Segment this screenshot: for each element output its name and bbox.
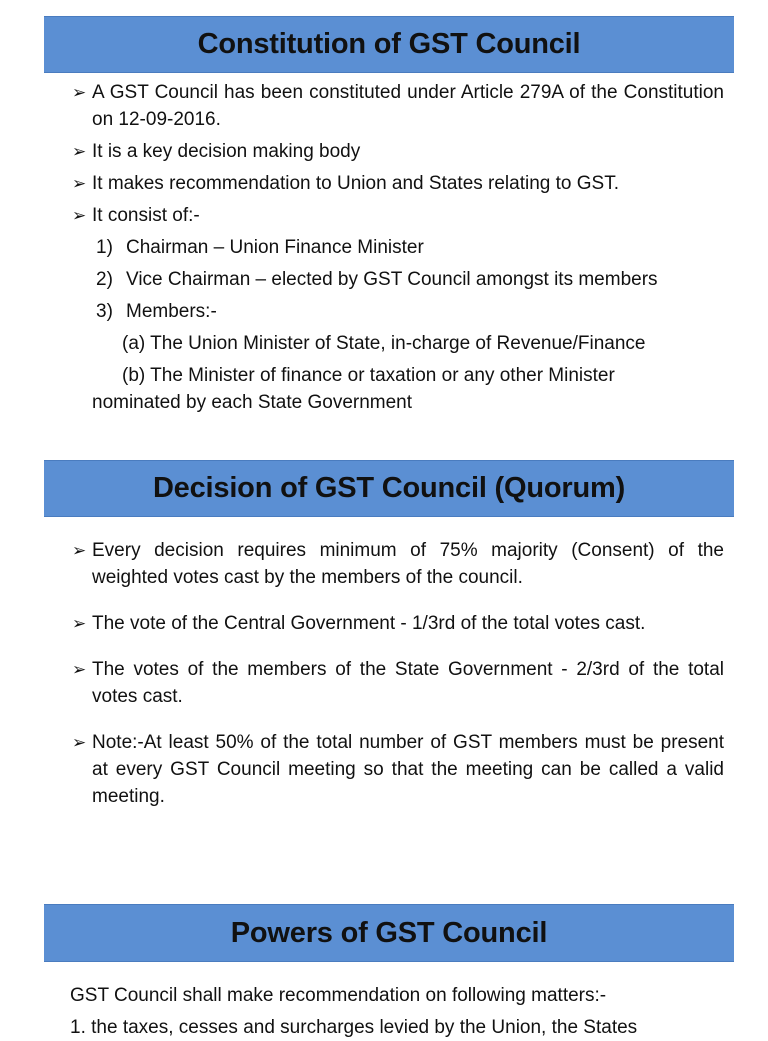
- section-header: [44, 16, 734, 73]
- arrow-bullet-icon: ➢: [72, 733, 87, 752]
- section-title: Decision of GST Council (Quorum): [152, 472, 626, 504]
- sub-item: (b) The Minister of finance or taxation or any other Minister: [122, 365, 615, 386]
- numbered-item: 3) Members:-: [96, 301, 217, 322]
- arrow-bullet-icon: ➢: [72, 541, 87, 560]
- list-item: ➢ It is a key decision making body: [72, 138, 724, 165]
- arrow-bullet-icon: ➢: [72, 614, 87, 633]
- numbered-item: 1) Chairman – Union Finance Minister: [96, 237, 424, 258]
- list-item: ➢ Note:-At least 50% of the total number of GST members must be present at every GST Council meeting so that the meeting can be called a valid meeting.: [72, 729, 724, 810]
- list-item: ➢ Every decision requires minimum of 75% majority (Consent) of the weighted votes cast by the members of the council.: [72, 537, 724, 591]
- list-item-partial: 1. the taxes, cesses and surcharges levied by the Union, the States: [70, 1017, 638, 1038]
- section-header: [44, 460, 734, 517]
- quorum-content: [72, 537, 724, 810]
- constitution-content: [72, 79, 724, 416]
- arrow-bullet-icon: ➢: [72, 83, 87, 102]
- sub-item-continuation: nominated by each State Government: [92, 392, 413, 413]
- list-item: ➢ It makes recommendation to Union and States relating to GST.: [72, 170, 724, 197]
- list-item: ➢ A GST Council has been constituted under Article 279A of the Constitution on 12-09-2016.: [72, 79, 724, 133]
- numbered-item: 2) Vice Chairman – elected by GST Council amongst its members: [96, 269, 658, 290]
- sub-item: (a) The Union Minister of State, in-charge of Revenue/Finance: [122, 333, 646, 354]
- section-header: [44, 904, 734, 962]
- arrow-bullet-icon: ➢: [72, 174, 87, 193]
- list-item: ➢ The votes of the members of the State Government - 2/3rd of the total votes cast.: [72, 656, 724, 710]
- list-item: ➢ It consist of:-: [72, 202, 724, 229]
- list-item: ➢ The vote of the Central Government - 1/3rd of the total votes cast.: [72, 610, 724, 637]
- arrow-bullet-icon: ➢: [72, 206, 87, 225]
- section-title: Powers of GST Council: [230, 916, 548, 949]
- arrow-bullet-icon: ➢: [72, 660, 87, 679]
- arrow-bullet-icon: ➢: [72, 142, 87, 161]
- powers-intro: GST Council shall make recommendation on following matters:-: [70, 985, 607, 1006]
- section-title: Constitution of GST Council: [197, 28, 581, 60]
